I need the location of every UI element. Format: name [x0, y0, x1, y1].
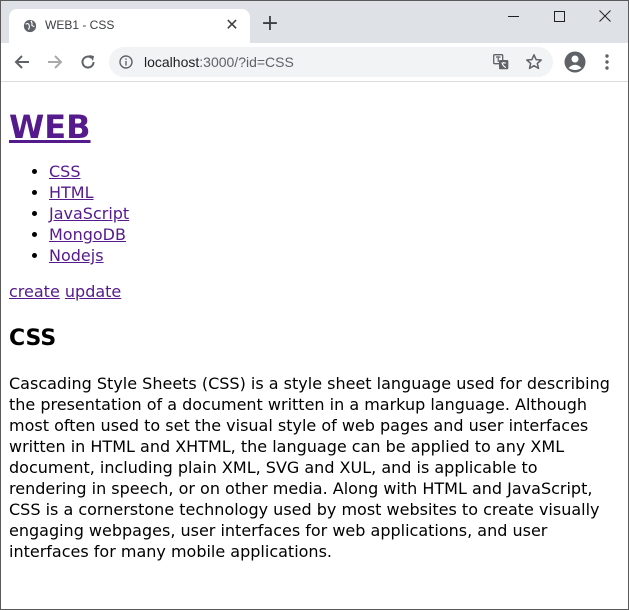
topic-description: Cascading Style Sheets (CSS) is a style sheet language used for describing the presentation of a document written in a markup language. Although most often used to set the visual style of web pages and user interfaces written in HTML and XHTML, the language can be applied to any XML document, including plain XML, SVG and XUL, and is applicable to rendering in speech, or on other media. Along with HTML and JavaScript, CSS is a cornerstone technology used by most websites to create visually engaging webpages, user interfaces for web applications, and user interfaces for many mobile applications.	[9, 374, 610, 561]
url-path: :3000/?id=CSS	[199, 54, 294, 70]
site-title-link[interactable]: WEB	[9, 108, 91, 146]
arrow-left-icon	[14, 54, 30, 70]
browser-toolbar	[1, 43, 628, 82]
nav-item-javascript	[49, 203, 620, 224]
new-tab-button[interactable]: +	[260, 11, 280, 36]
minimize-icon	[508, 11, 519, 22]
create-link[interactable]: create	[9, 282, 60, 301]
nav-link-nodejs[interactable]: Nodejs	[49, 246, 104, 265]
info-icon[interactable]	[119, 55, 133, 69]
topic-title: CSS	[9, 326, 57, 351]
nav-item-css	[49, 161, 620, 182]
minimize-button[interactable]	[490, 1, 536, 31]
action-links	[9, 281, 620, 302]
site-title	[9, 107, 620, 147]
forward-button[interactable]	[45, 52, 65, 72]
nav-link-html[interactable]: HTML	[49, 183, 94, 202]
translate-icon[interactable]	[493, 54, 509, 70]
page-content	[1, 107, 628, 562]
address-bar[interactable]	[109, 47, 553, 77]
nav-link-javascript[interactable]: JavaScript	[49, 204, 130, 223]
maximize-button[interactable]	[536, 1, 582, 31]
window-close-icon	[599, 10, 611, 22]
reload-button[interactable]	[78, 52, 98, 72]
update-link[interactable]: update	[64, 282, 122, 301]
nav-link-mongodb[interactable]: MongoDB	[49, 225, 126, 244]
nav-link-css[interactable]: CSS	[49, 162, 81, 181]
reload-icon	[80, 54, 96, 70]
tab-strip	[1, 1, 628, 43]
star-icon[interactable]	[525, 53, 543, 71]
globe-icon	[23, 19, 37, 33]
kebab-menu-icon[interactable]	[601, 53, 613, 71]
topic-nav	[9, 161, 620, 266]
nav-item-nodejs	[49, 245, 620, 266]
nav-item-html	[49, 182, 620, 203]
url-text[interactable]	[144, 54, 294, 70]
tab-title: WEB1 - CSS	[45, 18, 115, 32]
nav-item-mongodb	[49, 224, 620, 245]
account-icon[interactable]	[564, 51, 586, 73]
url-host: localhost	[144, 54, 200, 70]
back-button[interactable]	[12, 52, 32, 72]
window-close-button[interactable]	[582, 1, 628, 31]
tab-active[interactable]	[9, 9, 250, 43]
close-icon[interactable]: ✕	[225, 15, 239, 34]
arrow-right-icon	[47, 54, 63, 70]
maximize-icon	[554, 11, 565, 22]
